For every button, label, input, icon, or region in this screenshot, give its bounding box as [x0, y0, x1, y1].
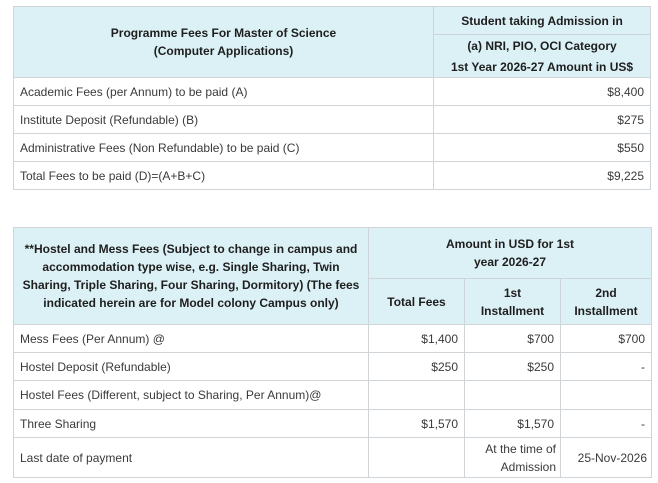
second-installment-header: 2nd Installment [561, 279, 652, 325]
row-second-installment: - [561, 410, 652, 438]
row-total [369, 381, 465, 410]
table-row [14, 381, 652, 410]
table-row [14, 410, 652, 438]
row-first-installment [465, 381, 561, 410]
admission-header-line3: 1st Year 2026-27 Amount in US$ [434, 57, 651, 78]
row-first-installment: $700 [465, 325, 561, 353]
row-second-installment [561, 381, 652, 410]
row-value: $8,400 [434, 78, 651, 106]
amount-usd-header: Amount in USD for 1st year 2026-27 [369, 228, 652, 279]
row-second-installment: $700 [561, 325, 652, 353]
row-value: $9,225 [434, 162, 651, 190]
table-row [14, 106, 651, 134]
row-label: Academic Fees (per Annum) to be paid (A) [14, 78, 434, 106]
row-total: $1,400 [369, 325, 465, 353]
row-second-installment: - [561, 353, 652, 381]
row-total: $250 [369, 353, 465, 381]
row-first-installment: At the time of Admission [465, 438, 561, 478]
admission-header-line2: (a) NRI, PIO, OCI Category [434, 35, 651, 57]
programme-fees-table [13, 6, 651, 190]
row-total [369, 438, 465, 478]
row-label: Hostel Fees (Different, subject to Sharing, Per Annum)@ [14, 381, 369, 410]
table-row [14, 162, 651, 190]
row-label: Three Sharing [14, 410, 369, 438]
table-row [14, 438, 652, 478]
row-second-installment: 25-Nov-2026 [561, 438, 652, 478]
admission-header-line1: Student taking Admission in [434, 7, 651, 35]
row-value: $275 [434, 106, 651, 134]
table-row [14, 325, 652, 353]
row-total: $1,570 [369, 410, 465, 438]
row-first-installment: $1,570 [465, 410, 561, 438]
row-label: Administrative Fees (Non Refundable) to be paid (C) [14, 134, 434, 162]
table-row [14, 78, 651, 106]
table-row [14, 134, 651, 162]
table-row [14, 353, 652, 381]
first-installment-header: 1st Installment [465, 279, 561, 325]
row-label: Total Fees to be paid (D)=(A+B+C) [14, 162, 434, 190]
total-fees-header: Total Fees [369, 279, 465, 325]
row-label: Institute Deposit (Refundable) (B) [14, 106, 434, 134]
programme-fees-header: Programme Fees For Master of Science (Computer Applications) [14, 7, 434, 78]
row-first-installment: $250 [465, 353, 561, 381]
row-label: Hostel Deposit (Refundable) [14, 353, 369, 381]
hostel-mess-fees-table [13, 227, 652, 478]
row-value: $550 [434, 134, 651, 162]
row-label: Mess Fees (Per Annum) @ [14, 325, 369, 353]
row-label: Last date of payment [14, 438, 369, 478]
hostel-fees-header: **Hostel and Mess Fees (Subject to change in campus and accommodation type wise, e.g. Single Sharing, Twin Sharing, Triple Sharing, Four Sharing, Dormitory) (The fees indicated herein are for Model colony Campus only) [14, 228, 369, 325]
